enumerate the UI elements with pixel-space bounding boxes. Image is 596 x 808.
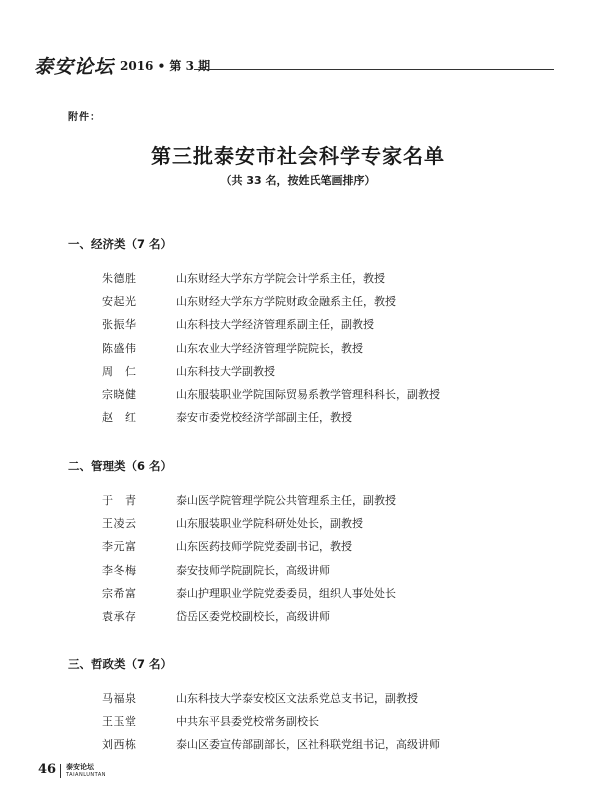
expert-title: 泰山区委宣传部副部长，区社科联党组书记，高级讲师 [176,738,440,752]
expert-name: 王凌云 [102,516,137,530]
expert-title: 山东服装职业学院科研处处长，副教授 [176,516,363,530]
expert-title: 山东财经大学东方学院财政金融系主任，教授 [176,294,396,308]
list-item [102,535,538,558]
journal-logo: 泰安论坛 [34,56,115,78]
expert-name: 宗希富 [102,586,137,600]
expert-name: 袁承存 [102,610,137,624]
expert-title: 山东医药技师学院党委副书记，教授 [176,540,352,554]
expert-list [102,266,538,429]
expert-title: 山东财经大学东方学院会计学系主任，教授 [176,271,385,285]
expert-name: 李冬梅 [102,563,137,577]
section-economics [68,236,538,429]
expert-title: 山东服装职业学院国际贸易系教学管理科科长，副教授 [176,388,440,402]
list-item [102,686,538,709]
expert-title: 山东科技大学泰安校区文法系党总支书记，副教授 [176,691,418,705]
expert-name: 朱德胜 [102,271,137,285]
list-item [102,266,538,289]
list-item [102,406,538,429]
list-item [102,382,538,405]
list-item [102,359,538,382]
footer-divider [60,764,61,778]
list-item [102,313,538,336]
expert-name: 马福泉 [102,691,137,705]
expert-name: 赵 红 [102,411,137,425]
list-item [102,511,538,534]
expert-name: 宗晓健 [102,388,137,402]
expert-title: 岱岳区委党校副校长，高级讲师 [176,610,330,624]
list-item [102,336,538,359]
expert-name: 张振华 [102,318,137,332]
expert-name: 刘西栋 [102,738,137,752]
expert-list [102,686,538,756]
expert-title: 泰安市委党校经济学部副主任，教授 [176,411,352,425]
expert-list [102,488,538,628]
list-item [102,581,538,604]
expert-title: 泰山医学院管理学院公共管理系主任，副教授 [176,493,396,507]
expert-title: 山东农业大学经济管理学院院长，教授 [176,341,363,355]
page-header [34,52,554,76]
page-number: 46 [38,762,57,777]
attachment-label: 附件： [68,112,101,123]
expert-name: 于 青 [102,493,137,507]
expert-title: 山东科技大学副教授 [176,364,275,378]
list-item [102,709,538,732]
expert-title: 山东科技大学经济管理系副主任，副教授 [176,318,374,332]
section-heading: 二、管理类（6 名） [68,459,173,473]
expert-name: 王玉堂 [102,714,137,728]
section-heading: 一、经济类（7 名） [68,237,173,251]
list-item [102,289,538,312]
list-item [102,733,538,756]
header-rule [194,69,554,70]
page-subtitle: （共 33 名，按姓氏笔画排序） [220,174,376,187]
list-item [102,558,538,581]
section-philosophy-politics [68,656,538,756]
expert-name: 安起光 [102,294,137,308]
expert-name: 李元富 [102,540,137,554]
expert-title: 泰山护理职业学院党委委员，组织人事处处长 [176,586,396,600]
expert-title: 中共东平县委党校常务副校长 [176,714,319,728]
section-management [68,458,538,628]
section-heading: 三、哲政类（7 名） [68,657,173,671]
page-title: 第三批泰安市社会科学专家名单 [151,144,445,168]
footer-brand: 泰安论坛 [66,763,94,771]
expert-name: 周 仁 [102,364,137,378]
list-item [102,488,538,511]
expert-title: 泰安技师学院副院长，高级讲师 [176,563,330,577]
list-item [102,604,538,627]
footer-brand-en: TAIANLUNTAN [66,772,106,778]
issue-label: 2016 • 第 3 期 [120,59,211,73]
expert-name: 陈盛伟 [102,341,137,355]
